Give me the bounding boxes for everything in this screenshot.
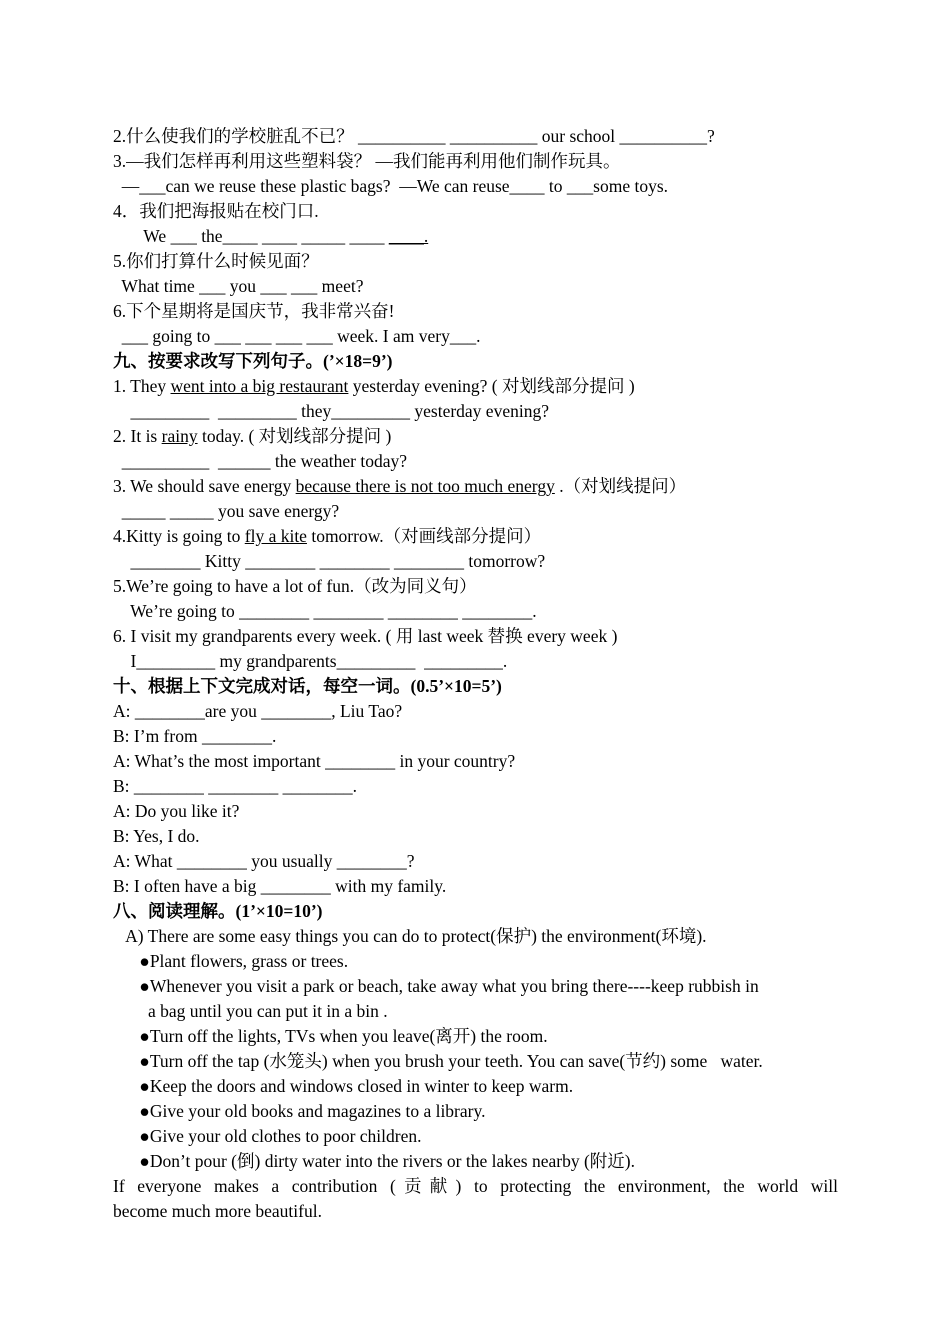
rewrite-q2-underlined: rainy xyxy=(161,426,198,446)
reading-bullet: ●Give your old clothes to poor children. xyxy=(113,1126,422,1146)
reading-bullet: ●Turn off the lights, TVs when you leave(离开) the room. xyxy=(113,1026,548,1046)
rewrite-q2-answer: __________ ______ the weather today? xyxy=(113,451,408,471)
rewrite-q4 xyxy=(113,524,838,549)
rewrite-section-heading: 九、按要求改写下列句子。(’×18=9’) xyxy=(113,351,393,371)
rewrite-q1-answer: _________ _________ they_________ yesterday evening? xyxy=(113,401,549,421)
reading-bullet: ●Plant flowers, grass or trees. xyxy=(113,951,349,971)
rewrite-q5-answer: We’re going to ________ ________ ________ ________. xyxy=(113,601,537,621)
rewrite-q3-start: 3. We should save energy xyxy=(113,476,296,496)
dialogue-line: A: ________are you ________, Liu Tao? xyxy=(113,701,403,721)
dialogue-line: A: What’s the most important ________ in your country? xyxy=(113,751,516,771)
dialogue-line: B: ________ ________ ________. xyxy=(113,776,358,796)
rewrite-q6: 6. I visit my grandparents every week. ( 用 last week 替换 every week ) xyxy=(113,626,618,646)
reading-intro: A) There are some easy things you can do to protect(保护) the environment(环境). xyxy=(113,926,707,946)
translate-q4-english-text: We ___ the____ ____ _____ ____ xyxy=(113,226,389,246)
dialogue-line: B: Yes, I do. xyxy=(113,826,200,846)
dialogue-section-heading: 十、根据上下文完成对话，每空一词。(0.5’×10=5’) xyxy=(113,676,502,696)
rewrite-q5: 5.We’re going to have a lot of fun.（改为同义句） xyxy=(113,576,477,596)
reading-closing-line-2: become much more beautiful. xyxy=(113,1201,322,1221)
rewrite-q2-start: 2. It is xyxy=(113,426,162,446)
rewrite-q4-end: tomorrow.（对画线部分提问） xyxy=(306,526,542,546)
rewrite-q1-start: 1. They xyxy=(113,376,171,396)
translate-q3-chinese: 3.—我们怎样再利用这些塑料袋？ —我们能再利用他们制作玩具。 xyxy=(113,151,621,171)
translate-q5-chinese: 5.你们打算什么时候见面？ xyxy=(113,251,319,271)
translate-q4-chinese: 4．我们把海报贴在校门口. xyxy=(113,201,319,221)
translate-q6-english: ___ going to ___ ___ ___ ___ week. I am very___. xyxy=(113,326,481,346)
rewrite-q6-answer: I_________ my grandparents_________ _________. xyxy=(113,651,508,671)
rewrite-q3-end: .（对划线提问） xyxy=(554,476,687,496)
translate-q4-english-end: ____. xyxy=(388,226,429,246)
dialogue-line: B: I often have a big ________ with my family. xyxy=(113,876,447,896)
rewrite-q4-start: 4.Kitty is going to xyxy=(113,526,245,546)
rewrite-q3-answer: _____ _____ you save energy? xyxy=(113,501,340,521)
reading-section-heading: 八、阅读理解。(1’×10=10’) xyxy=(113,901,323,921)
rewrite-q1-end: yesterday evening? ( 对划线部分提问 ) xyxy=(348,376,635,396)
reading-bullet-continuation: a bag until you can put it in a bin . xyxy=(113,1001,388,1021)
dialogue-line: A: What ________ you usually ________? xyxy=(113,851,415,871)
rewrite-q4-answer: ________ Kitty ________ ________ ________ tomorrow? xyxy=(113,551,546,571)
rewrite-q2-end: today. ( 对划线部分提问 ) xyxy=(197,426,392,446)
rewrite-q3 xyxy=(113,474,838,499)
rewrite-q1 xyxy=(113,374,838,399)
reading-bullet: ●Turn off the tap (水笼头) when you brush your teeth. You can save(节约) some water. xyxy=(113,1051,763,1071)
rewrite-q2 xyxy=(113,424,838,449)
reading-bullet: ●Keep the doors and windows closed in winter to keep warm. xyxy=(113,1076,574,1096)
translate-q5-english: What time ___ you ___ ___ meet? xyxy=(113,276,364,296)
translate-q3-english: —___can we reuse these plastic bags? —We can reuse____ to ___some toys. xyxy=(113,176,669,196)
reading-bullet: ●Don’t pour (倒) dirty water into the rivers or the lakes nearby (附近). xyxy=(113,1151,635,1171)
translate-q2: 2.什么使我们的学校脏乱不已？ __________ __________ our school __________? xyxy=(113,126,715,146)
dialogue-line: B: I’m from ________. xyxy=(113,726,277,746)
rewrite-q3-underlined: because there is not too much energy xyxy=(295,476,555,496)
reading-bullet: ●Whenever you visit a park or beach, take away what you bring there----keep rubbish in xyxy=(113,976,759,996)
reading-closing-line-1: If everyone makes a contribution (贡献) to protecting the environment, the world will xyxy=(113,1176,838,1196)
rewrite-q1-underlined: went into a big restaurant xyxy=(170,376,349,396)
rewrite-q4-underlined: fly a kite xyxy=(244,526,307,546)
translate-q4-english xyxy=(113,224,838,249)
dialogue-line: A: Do you like it? xyxy=(113,801,240,821)
translate-q6-chinese: 6.下个星期将是国庆节，我非常兴奋! xyxy=(113,301,395,321)
reading-bullet: ●Give your old books and magazines to a library. xyxy=(113,1101,486,1121)
